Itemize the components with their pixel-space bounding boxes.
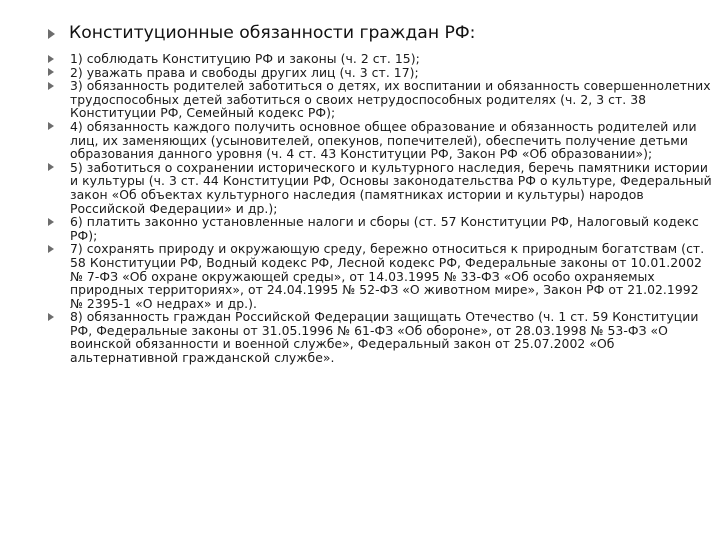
triangle-bullet-icon: [48, 68, 54, 76]
slide-title: Конституционные обязанности граждан РФ:: [69, 23, 476, 43]
list-item-text: 4) обязанность каждого получить основное общее образование и обязанность родителей или лиц, их заменяющих (усыновителей, опекунов, попечителей), обеспечить получение детьми образования данного уровня (ч. 4 ст. 43 Конституции РФ, Закон РФ «Об образовании»);: [70, 118, 697, 162]
triangle-bullet-icon: [48, 218, 54, 226]
list-item: [48, 66, 714, 80]
list-item-text: 6) платить законно установленные налоги и сборы (ст. 57 Конституции РФ, Налоговый кодекс РФ);: [70, 214, 699, 243]
list-item-text: 5) заботиться о сохранении исторического и культурного наследия, беречь памятники истории и культуры (ч. 3 ст. 44 Конституции РФ, Основы законодательства РФ о культуре, Федеральный закон «Об объектах культурного наследия (памятниках истории и культуры) народов Российской Федерации» и др.);: [70, 159, 712, 216]
list-item: [48, 79, 714, 120]
list-item: [48, 242, 714, 310]
list-item: [48, 161, 714, 215]
triangle-bullet-icon: [48, 82, 54, 90]
triangle-bullet-icon: [48, 122, 54, 130]
triangle-bullet-icon: [48, 245, 54, 253]
title-row: [48, 21, 708, 45]
list-item-text: 7) сохранять природу и окружающую среду, бережно относиться к природным богатствам (ст. 58 Конституции РФ, Водный кодекс РФ, Лесной кодекс РФ, Федеральные законы от 10.01.2002 № 7-ФЗ «Об охране окружающей среды», от 14.03.1995 № 33-ФЗ «Об особо охраняемых природных территориях», от 24.04.1995 № 52-ФЗ «О животном мире», Закон РФ от 21.02.1992 № 2395-1 «О недрах» и др.).: [70, 241, 705, 311]
list-item: [48, 120, 714, 161]
list-item-text: 1) соблюдать Конституцию РФ и законы (ч. 2 ст. 15);: [70, 51, 420, 66]
triangle-bullet-icon: [48, 29, 55, 39]
list-item: [48, 215, 714, 242]
triangle-bullet-icon: [48, 55, 54, 63]
triangle-bullet-icon: [48, 163, 54, 171]
obligations-list: [48, 52, 714, 365]
list-item-text: 2) уважать права и свободы других лиц (ч. 3 ст. 17);: [70, 64, 419, 80]
list-item-text: 8) обязанность граждан Российской Федерации защищать Отечество (ч. 1 ст. 59 Конституции РФ, Федеральные законы от 31.05.1996 № 61-ФЗ «Об обороне», от 28.03.1998 № 53-ФЗ «О воинской обязанности и военной службе», Федеральный закон от 25.07.2002 «Об альтернативной гражданской службе».: [70, 309, 699, 366]
list-item: [48, 52, 714, 66]
list-item: [48, 310, 714, 364]
triangle-bullet-icon: [48, 313, 54, 321]
list-item-text: 3) обязанность родителей заботиться о детях, их воспитании и обязанность совершеннолетних трудоспособных детей заботиться о своих нетрудоспособных родителях (ч. 2, 3 ст. 38 Конституции РФ, Семейный кодекс РФ);: [70, 78, 711, 121]
